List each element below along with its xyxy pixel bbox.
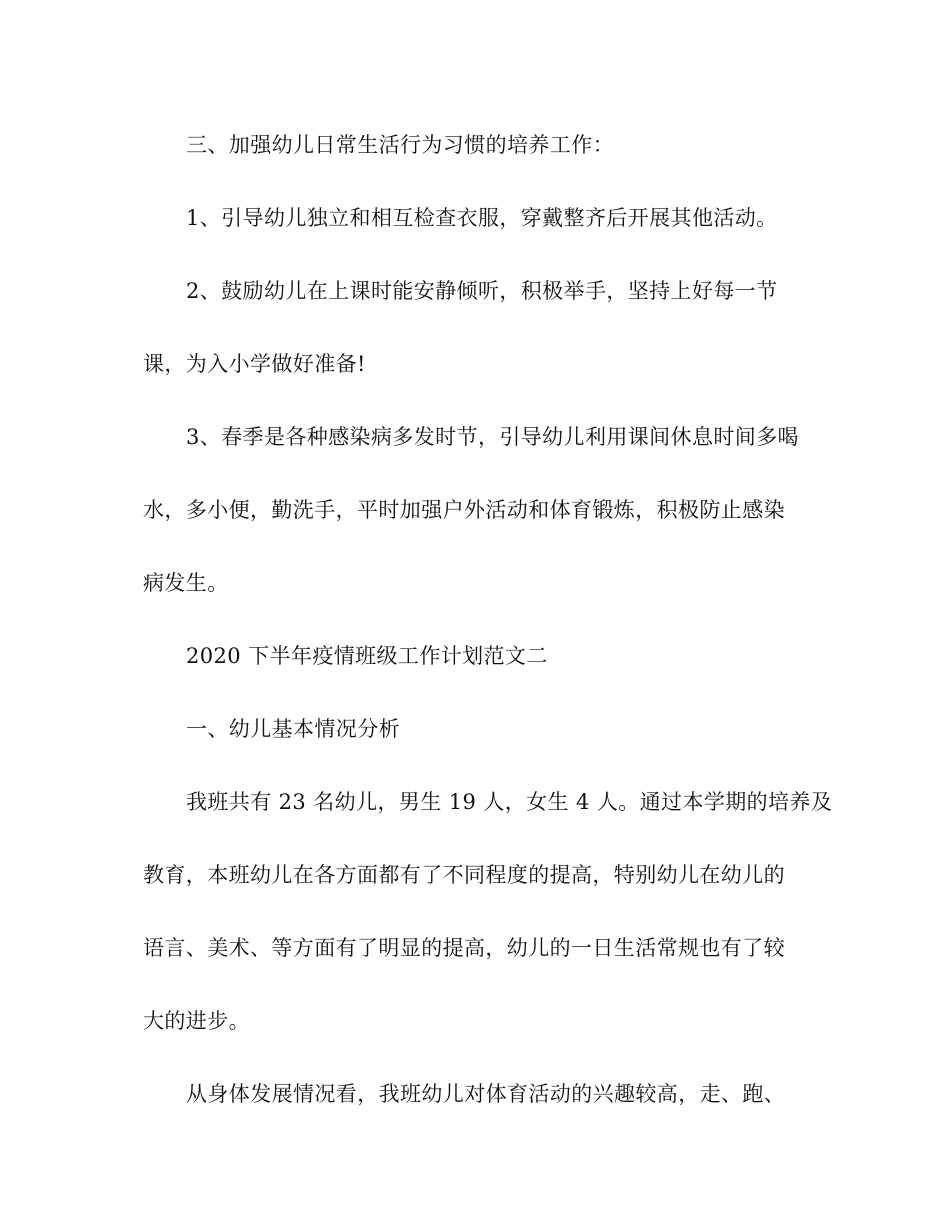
section-heading-habits: 三、加强幼儿日常生活行为习惯的培养工作： — [186, 133, 614, 157]
paragraph-item-3-continued: 水，多小便，勤洗手，平时加强户外活动和体育锻炼，积极防止感染 — [143, 498, 785, 522]
paragraph-physical-development: 从身体发展情况看，我班幼儿对体育活动的兴趣较高，走、跑、 — [186, 1082, 786, 1106]
paragraph-class-info-end: 大的进步。 — [143, 1009, 250, 1033]
document-subtitle: 2020 下半年疫情班级工作计划范文二 — [186, 644, 548, 668]
section-heading-analysis: 一、幼儿基本情况分析 — [186, 717, 400, 741]
paragraph-class-info: 我班共有 23 名幼儿，男生 19 人，女生 4 人。通过本学期的培养及 — [186, 790, 833, 814]
paragraph-item-1: 1、引导幼儿独立和相互检查衣服，穿戴整齐后开展其他活动。 — [186, 206, 778, 230]
paragraph-class-info-continued-2: 语言、美术、等方面有了明显的提高，幼儿的一日生活常规也有了较 — [143, 936, 785, 960]
paragraph-item-2: 2、鼓励幼儿在上课时能安静倾听，积极举手，坚持上好每一节 — [186, 279, 778, 303]
paragraph-item-3-end: 病发生。 — [143, 571, 229, 595]
paragraph-class-info-continued: 教育，本班幼儿在各方面都有了不同程度的提高，特别幼儿在幼儿的 — [143, 863, 785, 887]
paragraph-item-2-continued: 课，为入小学做好准备! — [143, 352, 366, 376]
paragraph-item-3: 3、春季是各种感染病多发时节，引导幼儿利用课间休息时间多喝 — [186, 425, 799, 449]
